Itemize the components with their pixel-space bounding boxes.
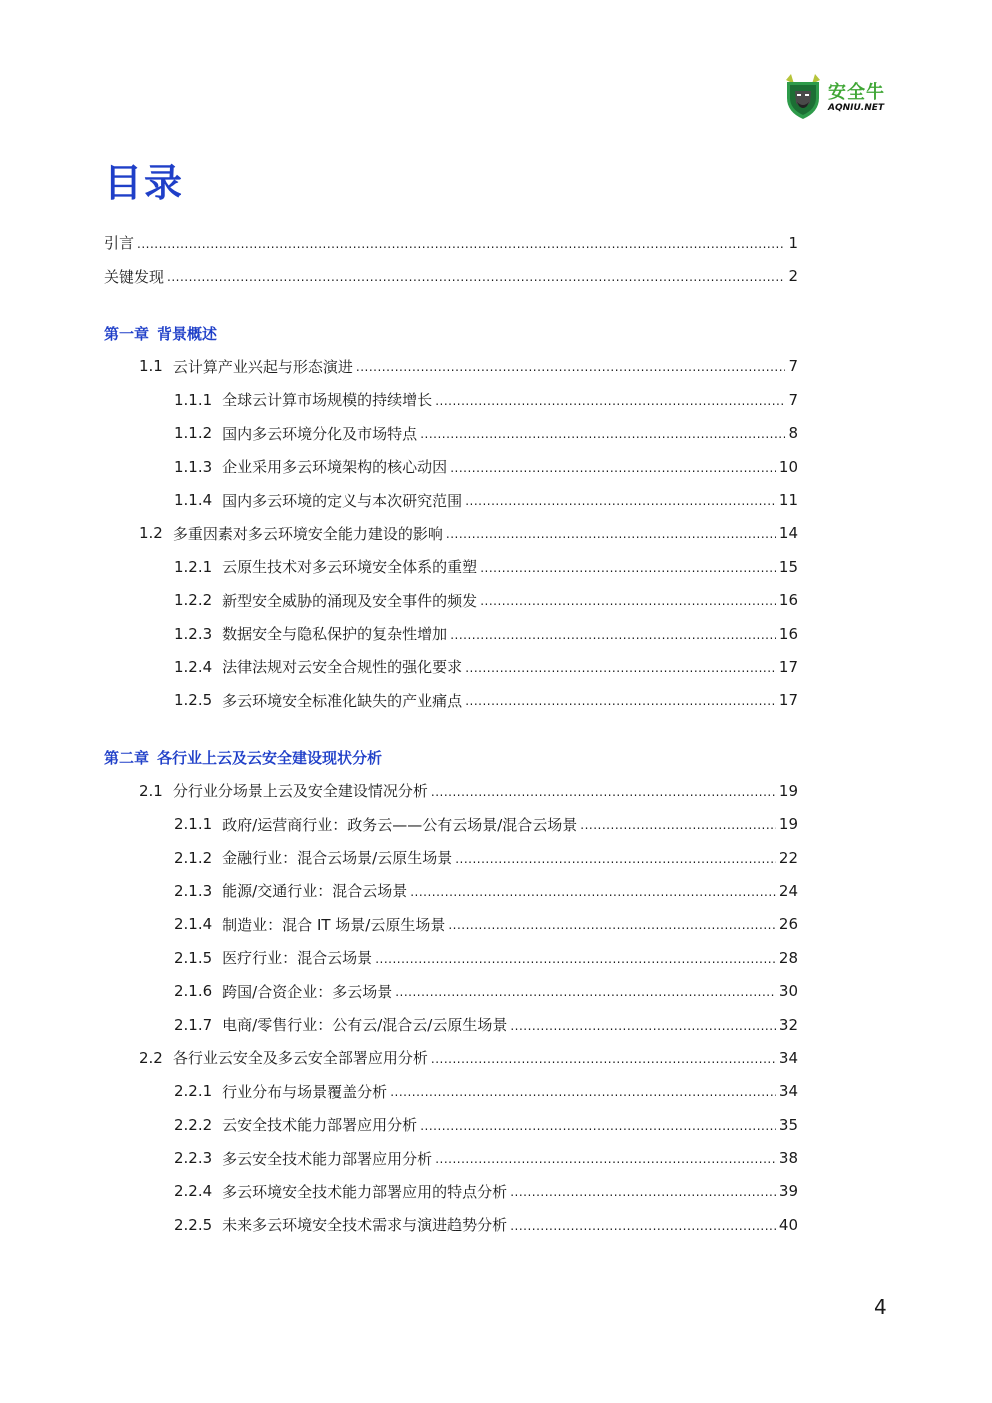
toc-entry[interactable] [104,650,798,683]
chapter-heading[interactable] [104,317,798,350]
dot-leader [390,1083,776,1099]
toc-entry[interactable] [104,584,798,617]
dot-leader [510,1217,776,1233]
toc-entry[interactable] [104,1175,798,1208]
toc-entry-number: 1.2.5 [174,691,213,710]
toc-entry-page: 7 [788,390,798,409]
toc-entry-title: 跨国/合资企业：多云场景 [222,982,393,1001]
toc-entry-title: 多重因素对多云环境安全能力建设的影响 [172,524,443,543]
toc-entry-number: 2.2.4 [174,1182,213,1201]
dot-leader [450,459,776,475]
chapter-heading[interactable] [104,741,798,774]
toc-entry[interactable] [104,550,798,583]
toc-entry-number: 1.1 [139,357,163,376]
toc-entry-page: 17 [778,691,798,710]
toc-entry[interactable] [104,417,798,450]
toc-entry-title: 企业采用多云环境架构的核心动因 [222,458,448,477]
toc-entry-number: 2.2.5 [174,1215,213,1234]
logo-domain: AQNIU.NET [828,103,885,113]
toc-entry-title: 云原生技术对多云环境安全体系的重塑 [222,558,478,577]
toc-entry[interactable] [104,1208,798,1241]
toc-entry-page: 15 [778,557,798,576]
toc-entry-page: 35 [778,1115,798,1134]
toc-entry[interactable] [104,908,798,941]
chapter-number: 第一章 [104,324,150,343]
toc-entry-title: 多云环境安全技术能力部署应用的特点分析 [222,1182,508,1201]
toc-entry-title: 各行业云安全及多云安全部署应用分析 [172,1049,428,1068]
toc-entry-title: 行业分布与场景覆盖分析 [222,1082,388,1101]
dot-leader [510,1183,776,1199]
toc-entry-title: 多云环境安全标准化缺失的产业痛点 [222,691,463,710]
toc-entry[interactable] [104,1075,798,1108]
toc-entry-title: 国内多云环境分化及市场特点 [222,424,418,443]
toc-entry-title: 能源/交通行业：混合云场景 [222,882,408,901]
toc-entry-number: 2.1.4 [174,915,213,934]
toc-entry-number: 1.2 [139,524,163,543]
toc-entry-page: 19 [778,781,798,800]
toc-entry-number: 2.2.3 [174,1149,213,1168]
toc-entry-title: 引言 [104,234,135,253]
page-number: 4 [874,1295,887,1319]
dot-leader [448,916,776,932]
toc-entry[interactable] [104,807,798,840]
dot-leader [167,268,785,284]
toc-entry[interactable] [104,450,798,483]
toc-entry-page: 28 [778,948,798,967]
chapter-title: 各行业上云及云安全建设现状分析 [157,749,383,768]
dot-leader [465,492,776,508]
dot-leader [465,659,776,675]
toc-entry-page: 22 [778,848,798,867]
toc-entry[interactable] [104,1141,798,1174]
toc-entry[interactable] [104,483,798,516]
dot-leader [431,783,776,799]
toc-entry-number: 2.1.3 [174,881,213,900]
toc-entry-page: 14 [778,524,798,543]
dot-leader [450,626,776,642]
toc-entry-number: 2.1.2 [174,848,213,867]
toc-entry-number: 2.2.1 [174,1082,213,1101]
toc-entry-title: 金融行业：混合云场景/云原生场景 [222,849,453,868]
toc-entry-page: 30 [778,982,798,1001]
toc-entry-number: 1.2.4 [174,657,213,676]
toc-entry-page: 10 [778,457,798,476]
toc-entry-title: 数据安全与隐私保护的复杂性增加 [222,625,448,644]
toc-entry[interactable] [104,1041,798,1074]
toc-entry[interactable] [104,974,798,1007]
toc-entry-title: 多云安全技术能力部署应用分析 [222,1149,433,1168]
toc-entry-title: 政府/运营商行业：政务云——公有云场景/混合云场景 [222,815,578,834]
toc-entry-page: 34 [778,1082,798,1101]
dot-leader [137,235,785,251]
dot-leader [510,1017,776,1033]
toc-entry-page: 38 [778,1149,798,1168]
toc-entry-page: 39 [778,1182,798,1201]
toc-entry-page: 11 [778,491,798,510]
toc-entry-page: 24 [778,881,798,900]
dot-leader [431,1050,776,1066]
toc-entry-number: 2.2 [139,1048,163,1067]
dot-leader [410,883,776,899]
toc-entry-key-findings[interactable] [104,259,798,292]
dot-leader [375,950,776,966]
toc-entry-number: 2.1 [139,781,163,800]
toc-entry-title: 新型安全威胁的涌现及安全事件的频发 [222,591,478,610]
toc-entry-number: 2.2.2 [174,1115,213,1134]
toc-entry-title: 云计算产业兴起与形态演进 [172,357,353,376]
dot-leader [435,1150,776,1166]
toc-entry-number: 1.2.2 [174,591,213,610]
toc-entry-title: 全球云计算市场规模的持续增长 [222,391,433,410]
toc-entry-page: 32 [778,1015,798,1034]
toc-entry-number: 2.1.7 [174,1015,213,1034]
dot-leader [455,850,776,866]
dot-leader [480,559,776,575]
toc-entry-number: 1.2.1 [174,557,213,576]
bull-mascot-icon [782,72,824,120]
toc-entry-page: 1 [788,233,798,252]
toc-entry-page: 2 [788,267,798,286]
toc-entry[interactable] [104,1008,798,1041]
toc-entry-title: 法律法规对云安全合规性的强化要求 [222,658,463,677]
toc-entry-number: 2.1.5 [174,948,213,967]
toc-entry-title: 国内多云环境的定义与本次研究范围 [222,491,463,510]
toc-entry-page: 16 [778,591,798,610]
dot-leader [465,692,776,708]
toc-entry-title: 分行业分场景上云及安全建设情况分析 [172,782,428,801]
page-title: 目录 [104,161,185,205]
toc-entry[interactable] [104,350,798,383]
dot-leader [446,525,776,541]
toc-entry[interactable] [104,617,798,650]
toc-entry-page: 16 [778,624,798,643]
toc-entry-title: 未来多云环境安全技术需求与演进趋势分析 [222,1216,508,1235]
toc-entry-page: 40 [778,1215,798,1234]
toc-entry-number: 2.1.6 [174,982,213,1001]
logo-text: 安全牛 [828,82,885,103]
toc-entry[interactable] [104,517,798,550]
toc-entry[interactable] [104,841,798,874]
toc-entry-page: 19 [778,815,798,834]
toc-entry-title: 云安全技术能力部署应用分析 [222,1116,418,1135]
toc-entry-title: 电商/零售行业：公有云/混合云/云原生场景 [222,1016,508,1034]
toc-entry-title: 制造业：混合 IT 场景/云原生场景 [222,915,446,934]
table-of-contents [104,226,798,1242]
dot-leader [435,392,785,408]
toc-entry[interactable] [104,684,798,717]
toc-entry-number: 1.1.1 [174,390,213,409]
toc-entry[interactable] [104,383,798,416]
toc-entry[interactable] [104,774,798,807]
toc-entry-number: 2.1.1 [174,815,213,834]
toc-entry-page: 17 [778,657,798,676]
toc-entry-number: 1.1.2 [174,424,213,443]
toc-entry-page: 7 [788,357,798,376]
toc-entry[interactable] [104,941,798,974]
toc-entry-title: 医疗行业：混合云场景 [222,949,373,968]
brand-logo [782,72,892,122]
chapter-number: 第二章 [104,749,150,768]
toc-entry-number: 1.2.3 [174,624,213,643]
toc-entry-number: 1.1.4 [174,491,213,510]
dot-leader [580,816,776,832]
toc-entry[interactable] [104,1108,798,1141]
dot-leader [480,592,776,608]
toc-entry-intro[interactable] [104,226,798,259]
toc-entry-page: 26 [778,915,798,934]
toc-entry-page: 34 [778,1048,798,1067]
dot-leader [356,358,785,374]
toc-entry-title: 关键发现 [104,267,165,286]
dot-leader [395,983,776,999]
dot-leader [420,1117,776,1133]
toc-entry-number: 1.1.3 [174,457,213,476]
dot-leader [420,425,785,441]
toc-entry[interactable] [104,874,798,907]
toc-entry-page: 8 [788,424,798,443]
chapter-title: 背景概述 [157,324,218,343]
